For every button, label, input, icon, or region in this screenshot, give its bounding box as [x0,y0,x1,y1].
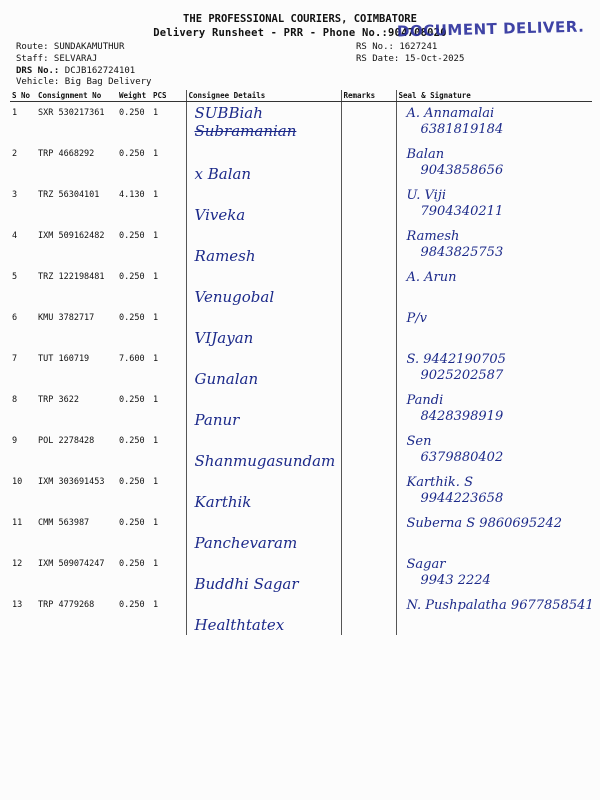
consignee-details [186,512,341,553]
company-title: THE PROFESSIONAL COURIERS, COIMBATORE [183,13,417,25]
remarks [341,389,396,430]
remarks [341,184,396,225]
seal-signature [396,389,592,430]
handwritten-phone: 8428398919 [420,409,504,424]
consignee-name-struck: Subramanian [194,122,297,140]
serial-number: 5 [12,272,18,282]
delivered-stamp: DOCUMENT DELIVER. [396,17,585,41]
consignee-details [186,430,341,471]
consignment-number: TRZ 56304101 [38,190,100,200]
weight: 0.250 [119,313,145,323]
weight: 0.250 [119,559,145,569]
weight: 0.250 [119,600,145,610]
remarks [341,307,396,348]
seal-signature [396,102,592,144]
runsheet-subtitle: Delivery Runsheet - PRR - Phone No.:904708020 [153,27,447,39]
weight: 0.250 [119,231,145,241]
handwritten-phone: 9043858656 [420,163,504,178]
table-row [10,594,592,635]
weight: 0.250 [119,477,145,487]
col-consignee: Consignee Details [186,90,341,102]
table-row [10,266,592,307]
seal-signature [396,266,592,307]
col-weight: Weight [117,90,151,102]
signature: Sagar [406,557,446,572]
table-row [10,471,592,512]
consignee-details [186,553,341,594]
route-label: Route: SUNDAKAMUTHUR [16,42,125,52]
consignee-name: SUBBiah [194,104,263,122]
signature: A. Arun [406,270,457,285]
handwritten-phone: 9843825753 [420,245,504,260]
weight: 0.250 [119,149,145,159]
drs-value: DCJB162724101 [64,66,136,76]
consignment-number: KMU 3782717 [38,313,95,323]
pieces: 1 [153,600,159,610]
serial-number: 10 [12,477,23,487]
serial-number: 8 [12,395,18,405]
serial-number: 11 [12,518,23,528]
consignment-number: TUT 160719 [38,354,90,364]
seal-signature [396,225,592,266]
serial-number: 7 [12,354,18,364]
weight: 0.250 [119,272,145,282]
weight: 7.600 [119,354,145,364]
handwritten-phone: 9944223658 [420,491,504,506]
seal-signature [396,348,592,389]
consignee-details [186,348,341,389]
consignment-number: SXR 530217361 [38,108,105,118]
signature: Sen [406,434,432,449]
pieces: 1 [153,108,159,118]
table-row [10,143,592,184]
pieces: 1 [153,395,159,405]
pieces: 1 [153,518,159,528]
col-consignment: Consignment No [36,90,117,102]
remarks [341,512,396,553]
seal-signature [396,184,592,225]
seal-signature [396,553,592,594]
table-row [10,553,592,594]
signature: Pandi [406,393,444,408]
consignee-details [186,184,341,225]
seal-signature [396,594,592,635]
consignee-name: Karthik [194,493,252,511]
seal-signature [396,307,592,348]
handwritten-phone: 7904340211 [420,204,504,219]
serial-number: 12 [12,559,23,569]
pieces: 1 [153,354,159,364]
table-header-row [10,90,592,102]
table-row [10,512,592,553]
remarks [341,143,396,184]
consignment-number: TRP 3622 [38,395,79,405]
runsheet-table [10,90,592,635]
seal-signature [396,430,592,471]
consignee-details [186,389,341,430]
signature: S. 9442190705 [406,352,506,367]
table-row [10,307,592,348]
serial-number: 3 [12,190,18,200]
consignment-number: TRP 4779268 [38,600,95,610]
weight: 0.250 [119,108,145,118]
consignee-details [186,102,341,144]
pieces: 1 [153,272,159,282]
consignee-details [186,143,341,184]
consignment-number: IXM 303691453 [38,477,105,487]
staff-label: Staff: SELVARAJ [16,54,98,64]
consignee-name: Viveka [194,206,246,224]
consignee-name: Panur [194,411,240,429]
vehicle-label: Vehicle: Big Bag Delivery [16,77,152,87]
remarks [341,266,396,307]
consignee-details [186,594,341,635]
seal-signature [396,471,592,512]
consignee-name: Buddhi Sagar [194,575,299,593]
remarks [341,348,396,389]
seal-signature [396,143,592,184]
table-row [10,225,592,266]
table-row [10,348,592,389]
table-row [10,389,592,430]
serial-number: 13 [12,600,23,610]
pieces: 1 [153,477,159,487]
handwritten-phone: 9943 2224 [420,573,491,588]
consignment-number: CMM 563987 [38,518,90,528]
remarks [341,102,396,144]
consignment-number: IXM 509074247 [38,559,105,569]
consignee-details [186,225,341,266]
consignee-name: Venugobal [194,288,275,306]
consignee-name: Ramesh [194,247,256,265]
drs-number [16,66,135,76]
remarks [341,471,396,512]
signature: P/v [406,311,427,326]
table-row [10,102,592,144]
consignment-number: TRZ 122198481 [38,272,105,282]
consignee-name: x Balan [194,165,252,183]
serial-number: 1 [12,108,18,118]
signature: Karthik. S [406,475,473,490]
col-pcs: PCS [151,90,186,102]
serial-number: 9 [12,436,18,446]
serial-number: 4 [12,231,18,241]
handwritten-phone: 9025202587 [420,368,504,383]
consignee-details [186,307,341,348]
signature: Balan [406,147,445,162]
col-signature: Seal & Signature [396,90,592,102]
handwritten-phone: 6379880402 [420,450,504,465]
col-sno: S No [10,90,36,102]
handwritten-phone: 6381819184 [420,122,504,137]
consignment-number: TRP 4668292 [38,149,95,159]
consignment-number: POL 2278428 [38,436,95,446]
consignee-name: Healthtatex [194,616,285,634]
signature: Ramesh [406,229,460,244]
remarks [341,225,396,266]
signature: A. Annamalai [406,106,495,121]
consignment-number: IXM 509162482 [38,231,105,241]
consignee-details [186,266,341,307]
signature: N. Pushpalatha 9677858541 [406,598,594,613]
pieces: 1 [153,559,159,569]
consignee-name: Gunalan [194,370,259,388]
signature: Suberna S 9860695242 [406,516,563,531]
weight: 0.250 [119,518,145,528]
col-remarks: Remarks [341,90,396,102]
rs-number: RS No.: 1627241 [356,42,438,52]
consignee-details [186,471,341,512]
remarks [341,594,396,635]
pieces: 1 [153,436,159,446]
rs-date: RS Date: 15-Oct-2025 [356,54,465,64]
pieces: 1 [153,149,159,159]
drs-label: DRS No.: [16,66,60,76]
consignee-name: Panchevaram [194,534,298,552]
pieces: 1 [153,190,159,200]
table-row [10,184,592,225]
remarks [341,553,396,594]
pieces: 1 [153,313,159,323]
serial-number: 6 [12,313,18,323]
seal-signature [396,512,592,553]
pieces: 1 [153,231,159,241]
consignee-name: Shanmugasundam [194,452,336,470]
consignee-name: VIJayan [194,329,254,347]
weight: 0.250 [119,395,145,405]
table-row [10,430,592,471]
weight: 4.130 [119,190,145,200]
remarks [341,430,396,471]
weight: 0.250 [119,436,145,446]
signature: U. Viji [406,188,447,203]
serial-number: 2 [12,149,18,159]
